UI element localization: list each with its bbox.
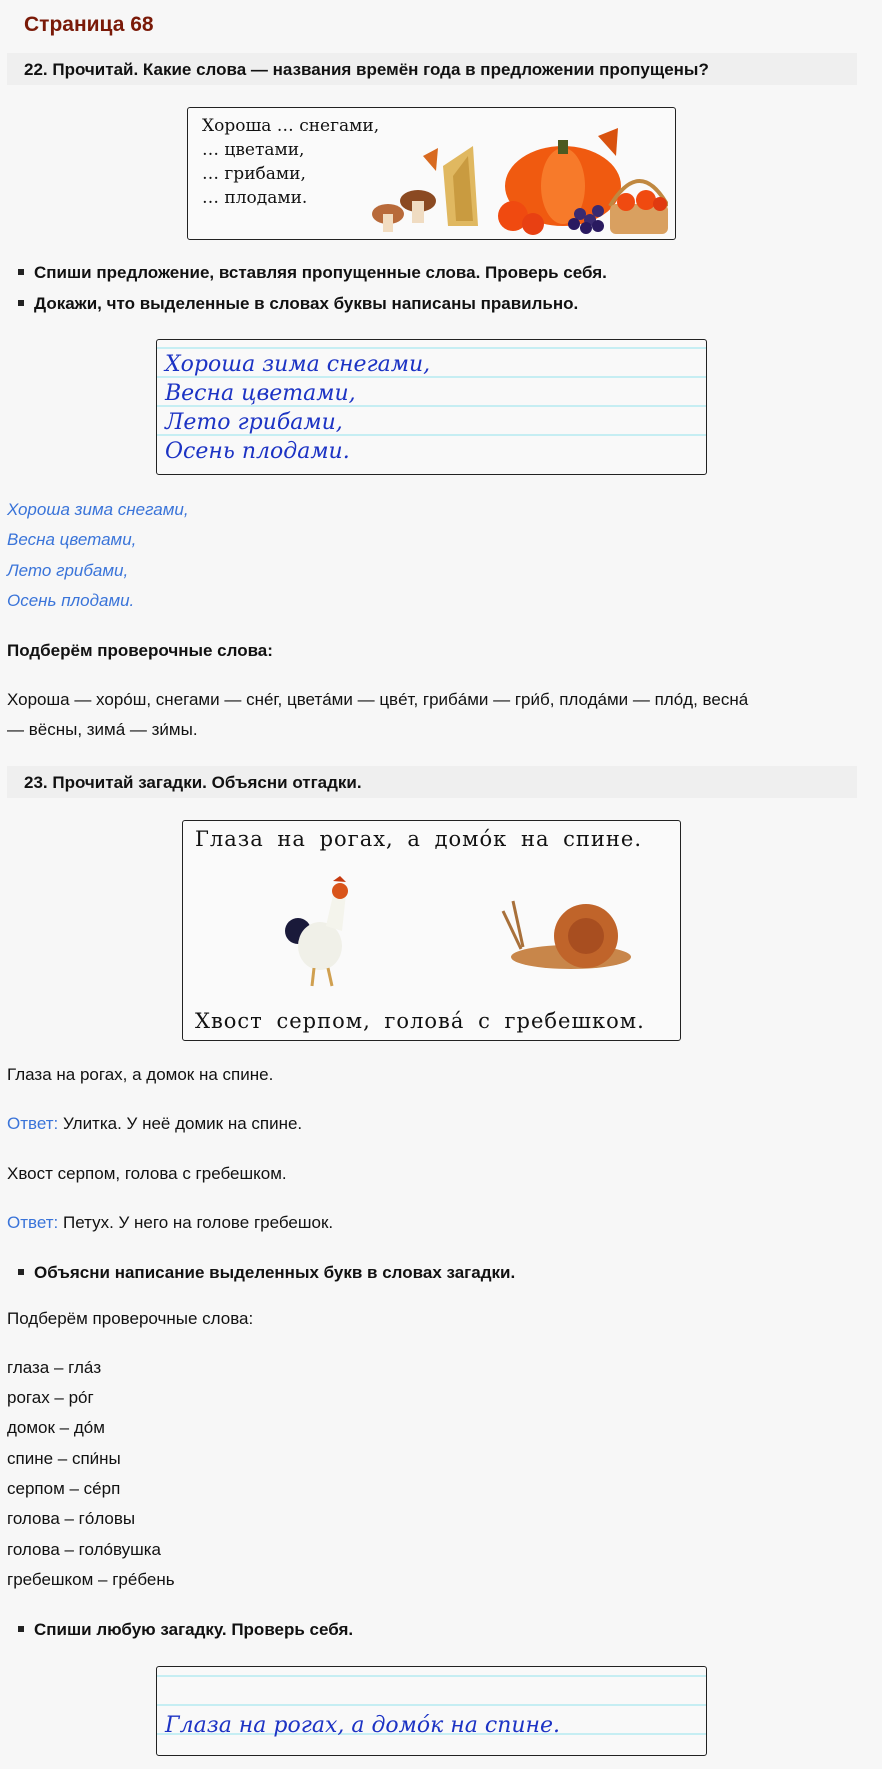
handwritten-line: Лето грибами, [165,410,343,435]
picture-line: Хороша … снегами, [202,116,380,136]
task-22-bullet-1: Спиши предложение, вставляя пропущенные слова. Проверь себя. [18,263,607,283]
answer-label: Ответ: [7,1114,59,1133]
check-word: серпом – сéрп [7,1479,121,1498]
page-title: Страница 68 [24,13,154,36]
check-words-text-cont: — вёсны, зимá — зи́мы. [7,720,198,739]
riddle-2-text: Хвост серпом, голова с гребешком. [7,1164,287,1183]
riddle-2-answer [7,1213,333,1233]
handwritten-riddle: Глаза на рогах, а домóк на спине. [165,1713,561,1738]
task-23-picture [182,820,681,1041]
rooster-icon [278,876,358,991]
answer-label: Ответ: [7,1213,59,1232]
riddle-1-text: Глаза на рогах, а домок на спине. [7,1065,274,1084]
handwritten-line: Осень плодами. [165,439,350,464]
task-22-header: 22. Прочитай. Какие слова — названия времён года в предложении пропущены? [7,53,857,85]
answer-text: Петух. У него на голове гребешок. [62,1213,334,1232]
check-words-text: Хорошa — хорóш, снегами — снéг, цветáми — цвéт, грибáми — гри́б, плодáми — плóд, веснá [7,690,749,709]
task-23-header: 23. Прочитай загадки. Объясни отгадки. [7,766,857,798]
check-word: голова – голóвушка [7,1540,162,1559]
harvest-illustration-icon [348,116,668,238]
check-words-title-2: Подберём проверочные слова: [7,1309,254,1328]
task-22-bullet-2: Докажи, что выделенные в словах буквы написаны правильно. [18,294,578,314]
picture-line: … плодами. [202,188,308,208]
handwritten-line: Весна цветами, [165,381,356,406]
check-words-title: Подберём проверочные слова: [7,641,273,660]
picture-line: … грибами, [202,164,306,184]
task-22-handwritten-box [156,339,707,475]
answer-line: Лето грибами, [7,561,129,580]
check-word: спине – спи́ны [7,1449,121,1468]
answer-line: Весна цветами, [7,530,137,549]
riddle-1-picture-text: Глаза на рогах, а домóк на спине. [195,827,642,851]
check-word: голова – гóловы [7,1509,136,1528]
handwritten-line: Хороша зима снегами, [165,352,431,377]
riddle-2-picture-text: Хвост серпом, головá с гребешком. [195,1009,645,1033]
check-word: гребешком – грéбень [7,1570,175,1589]
answer-text: Улитка. У неё домик на спине. [62,1114,303,1133]
check-word: глаза – глáз [7,1358,102,1377]
picture-line: … цветами, [202,140,305,160]
check-word: домок – дóм [7,1418,105,1437]
task-23-handwritten-box [156,1666,707,1756]
task-23-bullet-2: Спиши любую загадку. Проверь себя. [18,1620,353,1640]
check-word: рогах – рóг [7,1388,94,1407]
snail-icon [501,891,636,981]
task-22-picture [187,107,676,240]
answer-line: Хороша зима снегами, [7,500,189,519]
answer-line: Осень плодами. [7,591,135,610]
task-23-bullet-1: Объясни написание выделенных букв в словах загадки. [18,1263,515,1283]
riddle-1-answer [7,1114,302,1134]
